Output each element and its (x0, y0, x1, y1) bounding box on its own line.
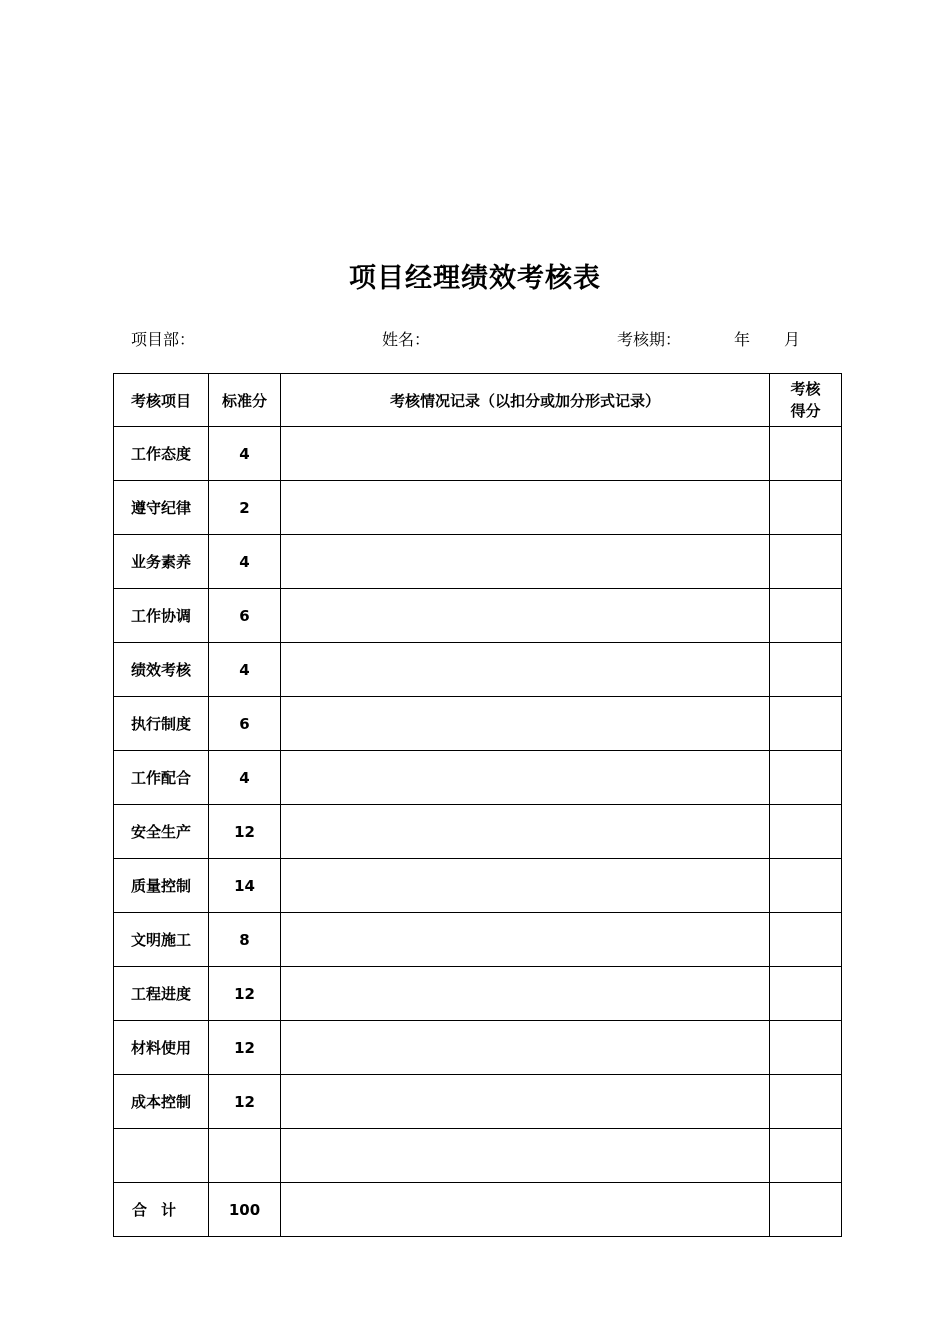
row-item[interactable] (114, 1129, 209, 1183)
row-record-cell[interactable] (281, 589, 770, 643)
row-item: 工作配合 (114, 751, 209, 805)
row-record-cell[interactable] (281, 643, 770, 697)
table-row (114, 1021, 842, 1075)
header-standard: 标准分 (209, 374, 281, 427)
row-score-cell[interactable] (770, 643, 842, 697)
row-score-cell[interactable] (770, 1075, 842, 1129)
row-record-cell[interactable] (281, 859, 770, 913)
header-item: 考核项目 (114, 374, 209, 427)
table-row (114, 967, 842, 1021)
row-item: 安全生产 (114, 805, 209, 859)
table-total-row (114, 1183, 842, 1237)
row-record-cell[interactable] (281, 1075, 770, 1129)
row-standard: 4 (209, 427, 281, 481)
row-record-cell[interactable] (281, 481, 770, 535)
row-score-cell[interactable] (770, 913, 842, 967)
period-label: 考核期： (617, 330, 682, 349)
row-score-cell[interactable] (770, 535, 842, 589)
row-record-cell[interactable] (281, 967, 770, 1021)
table-header-row (114, 374, 842, 427)
page-title: 项目经理绩效考核表 (349, 263, 601, 294)
row-standard: 2 (209, 481, 281, 535)
table-row (114, 589, 842, 643)
row-item: 成本控制 (114, 1075, 209, 1129)
row-item: 工作协调 (114, 589, 209, 643)
total-score-cell[interactable] (770, 1183, 842, 1237)
row-record-cell[interactable] (281, 805, 770, 859)
row-record-cell[interactable] (281, 697, 770, 751)
row-standard: 4 (209, 535, 281, 589)
month-label: 月 (784, 330, 801, 349)
row-standard: 4 (209, 751, 281, 805)
row-score-cell[interactable] (770, 751, 842, 805)
row-score-cell[interactable] (770, 967, 842, 1021)
row-standard: 14 (209, 859, 281, 913)
row-standard[interactable] (209, 1129, 281, 1183)
row-item: 执行制度 (114, 697, 209, 751)
table-row (114, 859, 842, 913)
row-record-cell[interactable] (281, 427, 770, 481)
row-score-cell[interactable] (770, 805, 842, 859)
row-score-cell[interactable] (770, 481, 842, 535)
row-item: 质量控制 (114, 859, 209, 913)
total-standard: 100 (209, 1183, 281, 1237)
row-record-cell[interactable] (281, 913, 770, 967)
row-standard: 6 (209, 589, 281, 643)
header-score (770, 374, 842, 427)
row-standard: 12 (209, 805, 281, 859)
row-score-cell[interactable] (770, 589, 842, 643)
row-record-cell[interactable] (281, 1021, 770, 1075)
table-row (114, 751, 842, 805)
row-score-cell[interactable] (770, 697, 842, 751)
evaluation-table (113, 373, 842, 1237)
total-record-cell[interactable] (281, 1183, 770, 1237)
table-row (114, 481, 842, 535)
row-standard: 8 (209, 913, 281, 967)
table-row (114, 805, 842, 859)
name-label: 姓名： (382, 330, 431, 349)
table-row (114, 1075, 842, 1129)
row-item: 工作态度 (114, 427, 209, 481)
header-record: 考核情况记录（以扣分或加分形式记录） (281, 374, 770, 427)
header-score-line1: 考核 (790, 380, 821, 398)
row-standard: 6 (209, 697, 281, 751)
row-item: 绩效考核 (114, 643, 209, 697)
row-item: 业务素养 (114, 535, 209, 589)
table-row (114, 697, 842, 751)
row-standard: 4 (209, 643, 281, 697)
row-record-cell[interactable] (281, 751, 770, 805)
row-item: 遵守纪律 (114, 481, 209, 535)
row-score-cell[interactable] (770, 859, 842, 913)
department-label: 项目部： (131, 330, 196, 349)
table-row (114, 427, 842, 481)
total-label: 合计 (114, 1183, 209, 1237)
table-row-empty (114, 1129, 842, 1183)
year-label: 年 (734, 330, 751, 349)
row-item: 材料使用 (114, 1021, 209, 1075)
row-standard: 12 (209, 967, 281, 1021)
row-item: 工程进度 (114, 967, 209, 1021)
row-score-cell[interactable] (770, 427, 842, 481)
table-row (114, 535, 842, 589)
row-score-cell[interactable] (770, 1129, 842, 1183)
row-standard: 12 (209, 1021, 281, 1075)
row-item: 文明施工 (114, 913, 209, 967)
header-score-line2: 得分 (790, 402, 821, 420)
row-record-cell[interactable] (281, 1129, 770, 1183)
row-standard: 12 (209, 1075, 281, 1129)
table-row (114, 913, 842, 967)
table-row (114, 643, 842, 697)
row-score-cell[interactable] (770, 1021, 842, 1075)
row-record-cell[interactable] (281, 535, 770, 589)
